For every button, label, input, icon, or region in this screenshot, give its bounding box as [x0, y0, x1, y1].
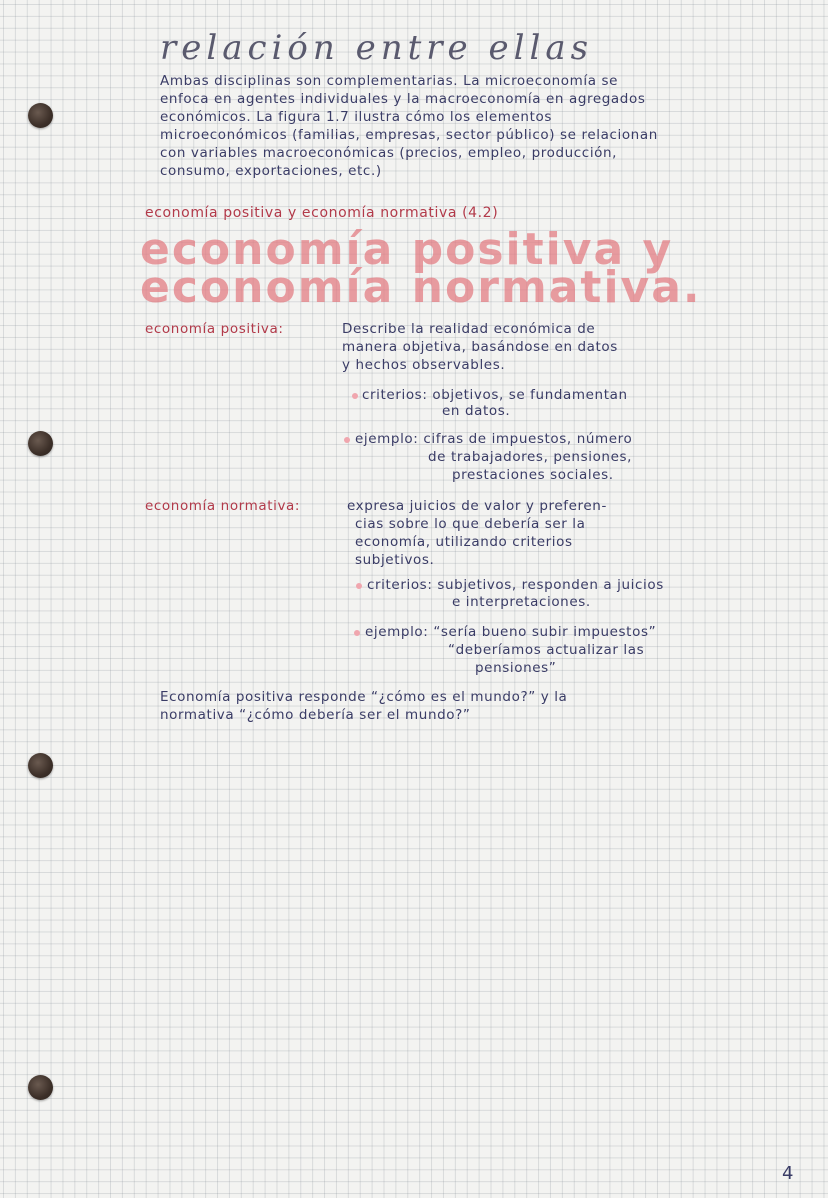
section-heading-line2: economía normativa. — [140, 262, 702, 313]
normativa-definition-line: expresa juicios de valor y preferen- — [347, 498, 607, 514]
normativa-criterios-line: e interpretaciones. — [452, 594, 591, 610]
normativa-ejemplo-line: “deberíamos actualizar las — [448, 642, 645, 658]
positiva-ejemplo-line: ejemplo: cifras de impuestos, número — [355, 431, 633, 447]
binder-hole — [28, 103, 53, 128]
normativa-definition-line: economía, utilizando criterios — [355, 534, 573, 550]
positiva-criterios-line: criterios: objetivos, se fundamentan — [362, 387, 628, 403]
positiva-definition-line: y hechos observables. — [342, 357, 506, 373]
positiva-definition-line: Describe la realidad económica de — [342, 321, 596, 337]
bullet-icon — [352, 393, 358, 399]
normativa-definition-line: cias sobre lo que debería ser la — [355, 516, 586, 532]
positiva-ejemplo-line: prestaciones sociales. — [452, 467, 614, 483]
conclusion-line: normativa “¿cómo debería ser el mundo?” — [160, 707, 471, 723]
intro-line: microeconómicos (familias, empresas, sector público) se relacionan — [160, 127, 658, 143]
conclusion-line: Economía positiva responde “¿cómo es el mundo?” y la — [160, 689, 568, 705]
normativa-criterios-line: criterios: subjetivos, responden a juicios — [367, 577, 664, 593]
normativa-definition-line: subjetivos. — [355, 552, 435, 568]
normativa-term: economía normativa: — [145, 498, 301, 514]
section-heading-line1: economía positiva y — [140, 224, 674, 275]
intro-line: Ambas disciplinas son complementarias. La microeconomía se — [160, 73, 618, 89]
section-reference: economía positiva y economía normativa (4.2) — [145, 205, 499, 221]
positiva-ejemplo-line: de trabajadores, pensiones, — [428, 449, 633, 465]
normativa-ejemplo-line: ejemplo: “sería bueno subir impuestos” — [365, 624, 657, 640]
positiva-definition-line: manera objetiva, basándose en datos — [342, 339, 618, 355]
positiva-criterios-line: en datos. — [442, 403, 511, 419]
positiva-term: economía positiva: — [145, 321, 284, 337]
bullet-icon — [344, 437, 350, 443]
intro-line: económicos. La figura 1.7 ilustra cómo los elementos — [160, 109, 552, 125]
bullet-icon — [354, 630, 360, 636]
intro-line: con variables macroeconómicas (precios, empleo, producción, — [160, 145, 618, 161]
intro-line: consumo, exportaciones, etc.) — [160, 163, 382, 179]
binder-hole — [28, 753, 53, 778]
page-title: relación entre ellas — [160, 28, 594, 68]
intro-line: enfoca en agentes individuales y la macroeconomía en agregados — [160, 91, 646, 107]
binder-hole — [28, 431, 53, 456]
normativa-ejemplo-line: pensiones” — [475, 660, 557, 676]
page-number: 4 — [782, 1163, 794, 1184]
binder-hole — [28, 1075, 53, 1100]
bullet-icon — [356, 583, 362, 589]
